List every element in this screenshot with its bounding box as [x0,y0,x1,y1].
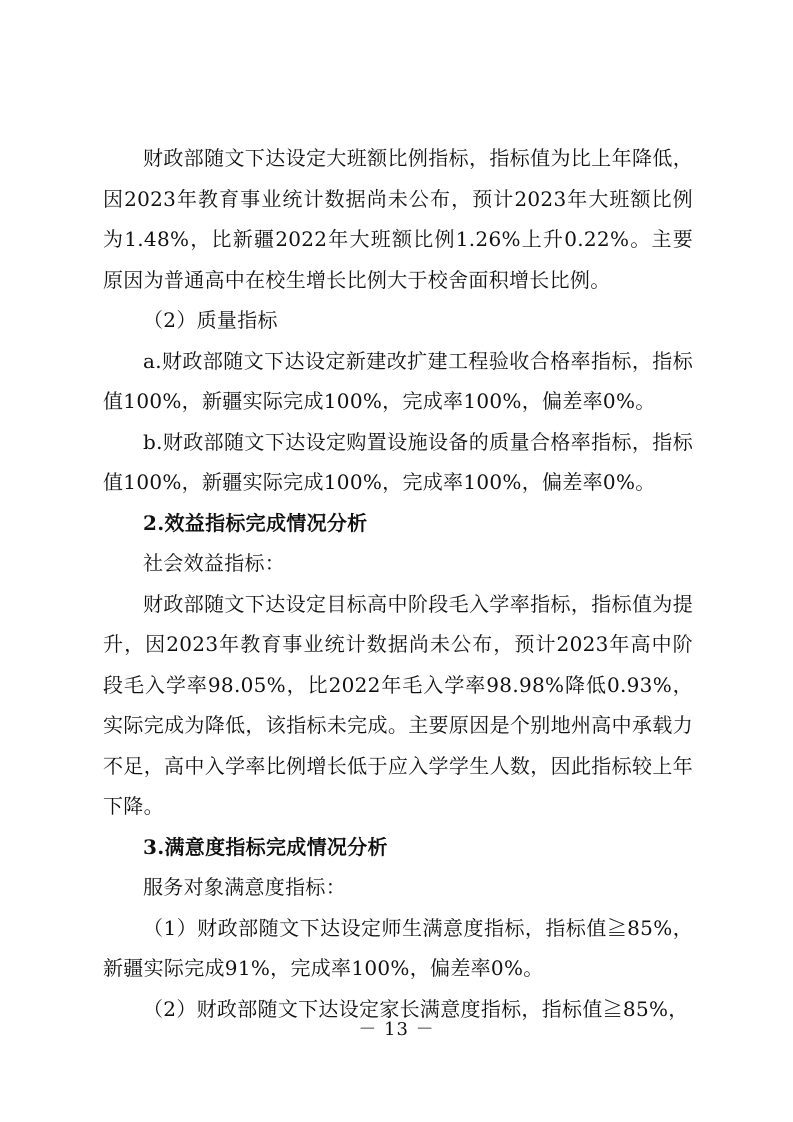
page-number: － 13 － [358,1019,435,1040]
paragraph-enrollment-rate: 财政部随文下达设定目标高中阶段毛入学率指标，指标值为提升，因2023年教育事业统计数据尚未公布，预计2023年高中阶段毛入学率98.05%，比2022年毛入学率98.98%降低0.93%，实际完成为降低，该指标未完成。主要原因是个别地州高中承载力不足，高中入学率比例增长低于应入学学生人数，因此指标较上年下降。 [103,591,693,818]
document-body [103,138,693,1029]
heading-benefit-indicators: 2.效益指标完成情况分析 [143,510,368,535]
paragraph-construction-acceptance: a.财政部随文下达设定新建改扩建工程验收合格率指标，指标值100%，新疆实际完成100%，完成率100%，偏差率0%。 [103,348,693,413]
paragraph-parent-satisfaction: （2）财政部随文下达设定家长满意度指标，指标值≧85%， [143,996,689,1021]
paragraph-class-size-ratio: 财政部随文下达设定大班额比例指标，指标值为比上年降低，因2023年教育事业统计数据尚未公布，预计2023年大班额比例为1.48%，比新疆2022年大班额比例1.26%上升0.22%。主要原因为普通高中在校生增长比例大于校舍面积增长比例。 [103,146,693,292]
subheading-service-satisfaction: 服务对象满意度指标： [143,875,346,899]
heading-quality-indicators: （2）质量指标 [143,308,278,332]
paragraph-teacher-student-satisfaction: （1）财政部随文下达设定师生满意度指标，指标值≧85%，新疆实际完成91%，完成率100%，偏差率0%。 [103,915,693,980]
paragraph-equipment-quality: b.财政部随文下达设定购置设施设备的质量合格率指标，指标值100%，新疆实际完成100%，完成率100%，偏差率0%。 [103,429,693,494]
subheading-social-benefit: 社会效益指标： [143,551,286,575]
heading-satisfaction-indicators: 3.满意度指标完成情况分析 [143,834,388,859]
